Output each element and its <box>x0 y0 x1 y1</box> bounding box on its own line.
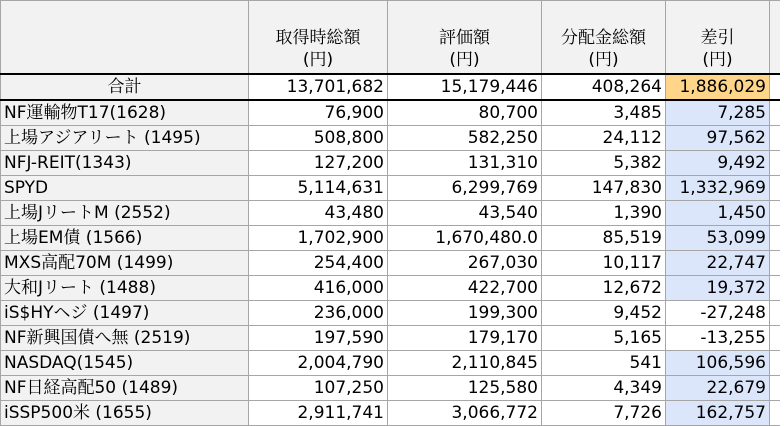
dividend-cell[interactable]: 10,117 <box>542 251 666 276</box>
value-cell[interactable]: 1,670,480.0 <box>388 226 542 251</box>
table-row <box>1 151 780 176</box>
total-dividend[interactable]: 408,264 <box>542 74 666 100</box>
diff-cell[interactable]: 7,285 <box>666 100 770 126</box>
table-row <box>1 201 780 226</box>
dividend-cell[interactable]: 85,519 <box>542 226 666 251</box>
table-row <box>1 176 780 201</box>
dividend-cell[interactable]: 5,165 <box>542 326 666 351</box>
header-row <box>1 1 780 75</box>
fund-name-cell[interactable]: iS$HYヘジ (1497) <box>1 301 249 326</box>
value-cell[interactable]: 3,066,772 <box>388 401 542 426</box>
dividend-cell[interactable]: 4,349 <box>542 376 666 401</box>
header-diff[interactable] <box>666 1 770 75</box>
value-cell[interactable]: 43,540 <box>388 201 542 226</box>
cost-cell[interactable]: 2,911,741 <box>249 401 388 426</box>
header-value-title: 評価額 <box>439 28 490 48</box>
dividend-cell[interactable]: 1,390 <box>542 201 666 226</box>
diff-cell[interactable]: 9,492 <box>666 151 770 176</box>
edge-cell[interactable] <box>770 126 780 151</box>
cost-cell[interactable]: 43,480 <box>249 201 388 226</box>
header-dividend-unit: (円) <box>588 50 619 70</box>
edge-cell[interactable] <box>770 201 780 226</box>
edge-cell[interactable] <box>770 74 780 100</box>
dividend-cell[interactable]: 3,485 <box>542 100 666 126</box>
value-cell[interactable]: 267,030 <box>388 251 542 276</box>
table-row <box>1 226 780 251</box>
table-row <box>1 326 780 351</box>
value-cell[interactable]: 6,299,769 <box>388 176 542 201</box>
table-row <box>1 301 780 326</box>
dividend-cell[interactable]: 9,452 <box>542 301 666 326</box>
value-cell[interactable]: 422,700 <box>388 276 542 301</box>
edge-cell[interactable] <box>770 326 780 351</box>
fund-name-cell[interactable]: 上場アジアリート (1495) <box>1 126 249 151</box>
fund-name-cell[interactable]: NF新興国債へ無 (2519) <box>1 326 249 351</box>
header-diff-title: 差引 <box>700 28 735 48</box>
fund-name-cell[interactable]: NFJ-REIT(1343) <box>1 151 249 176</box>
cost-cell[interactable]: 2,004,790 <box>249 351 388 376</box>
diff-cell[interactable]: 19,372 <box>666 276 770 301</box>
value-cell[interactable]: 199,300 <box>388 301 542 326</box>
dividend-cell[interactable]: 7,726 <box>542 401 666 426</box>
total-cost[interactable]: 13,701,682 <box>249 74 388 100</box>
fund-name-cell[interactable]: NF運輸物T17(1628) <box>1 100 249 126</box>
diff-cell[interactable]: 22,747 <box>666 251 770 276</box>
edge-cell[interactable] <box>770 401 780 426</box>
dividend-cell[interactable]: 147,830 <box>542 176 666 201</box>
cost-cell[interactable]: 76,900 <box>249 100 388 126</box>
diff-cell[interactable]: 1,332,969 <box>666 176 770 201</box>
table-row <box>1 100 780 126</box>
dividend-cell[interactable]: 12,672 <box>542 276 666 301</box>
header-name-cell[interactable] <box>1 1 249 75</box>
cost-cell[interactable]: 236,000 <box>249 301 388 326</box>
diff-cell[interactable]: 53,099 <box>666 226 770 251</box>
table-row <box>1 251 780 276</box>
table-row <box>1 276 780 301</box>
edge-cell[interactable] <box>770 351 780 376</box>
cost-cell[interactable]: 508,800 <box>249 126 388 151</box>
value-cell[interactable]: 179,170 <box>388 326 542 351</box>
cost-cell[interactable]: 107,250 <box>249 376 388 401</box>
dividend-cell[interactable]: 541 <box>542 351 666 376</box>
table-row <box>1 351 780 376</box>
edge-cell[interactable] <box>770 301 780 326</box>
value-cell[interactable]: 80,700 <box>388 100 542 126</box>
cost-cell[interactable]: 197,590 <box>249 326 388 351</box>
header-value[interactable] <box>388 1 542 75</box>
fund-name-cell[interactable]: NF日経高配50 (1489) <box>1 376 249 401</box>
header-dividend-title: 分配金総額 <box>561 28 646 48</box>
header-cost-unit: (円) <box>302 50 334 70</box>
total-row <box>1 74 780 100</box>
cost-cell[interactable]: 416,000 <box>249 276 388 301</box>
edge-cell[interactable] <box>770 176 780 201</box>
diff-cell[interactable]: 1,450 <box>666 201 770 226</box>
cost-cell[interactable]: 254,400 <box>249 251 388 276</box>
header-dividend[interactable] <box>542 1 666 75</box>
edge-cell[interactable] <box>770 251 780 276</box>
value-cell[interactable]: 125,580 <box>388 376 542 401</box>
header-cost-title: 取得時総額 <box>275 28 361 48</box>
header-cost[interactable] <box>249 1 388 75</box>
total-value[interactable]: 15,179,446 <box>388 74 542 100</box>
dividend-cell[interactable]: 24,112 <box>542 126 666 151</box>
header-diff-unit: (円) <box>702 50 733 70</box>
fund-name-cell[interactable]: NASDAQ(1545) <box>1 351 249 376</box>
edge-cell[interactable] <box>770 276 780 301</box>
value-cell[interactable]: 2,110,845 <box>388 351 542 376</box>
value-cell[interactable]: 582,250 <box>388 126 542 151</box>
table-row <box>1 401 780 426</box>
fund-name-cell[interactable]: 大和Jリート (1488) <box>1 276 249 301</box>
edge-cell[interactable] <box>770 376 780 401</box>
diff-cell[interactable]: 22,679 <box>666 376 770 401</box>
edge-cell[interactable] <box>770 226 780 251</box>
fund-name-cell[interactable]: MXS高配70M (1499) <box>1 251 249 276</box>
table-row <box>1 376 780 401</box>
fund-name-cell[interactable]: SPYD <box>1 176 249 201</box>
diff-cell[interactable]: 97,562 <box>666 126 770 151</box>
edge-cell[interactable] <box>770 1 780 75</box>
fund-name-cell[interactable]: 上場EM債 (1566) <box>1 226 249 251</box>
edge-cell[interactable] <box>770 100 780 126</box>
value-cell[interactable]: 131,310 <box>388 151 542 176</box>
total-label[interactable]: 合計 <box>1 74 249 100</box>
diff-cell[interactable]: 106,596 <box>666 351 770 376</box>
dividend-cell[interactable]: 5,382 <box>542 151 666 176</box>
diff-cell[interactable]: 162,757 <box>666 401 770 426</box>
cost-cell[interactable]: 127,200 <box>249 151 388 176</box>
total-diff[interactable]: 1,886,029 <box>666 74 770 100</box>
cost-cell[interactable]: 1,702,900 <box>249 226 388 251</box>
diff-cell[interactable]: -13,255 <box>666 326 770 351</box>
fund-name-cell[interactable]: 上場JリートM (2552) <box>1 201 249 226</box>
header-value-unit: (円) <box>449 50 480 70</box>
edge-cell[interactable] <box>770 151 780 176</box>
table-row <box>1 126 780 151</box>
fund-name-cell[interactable]: iSSP500米 (1655) <box>1 401 249 426</box>
diff-cell[interactable]: -27,248 <box>666 301 770 326</box>
cost-cell[interactable]: 5,114,631 <box>249 176 388 201</box>
